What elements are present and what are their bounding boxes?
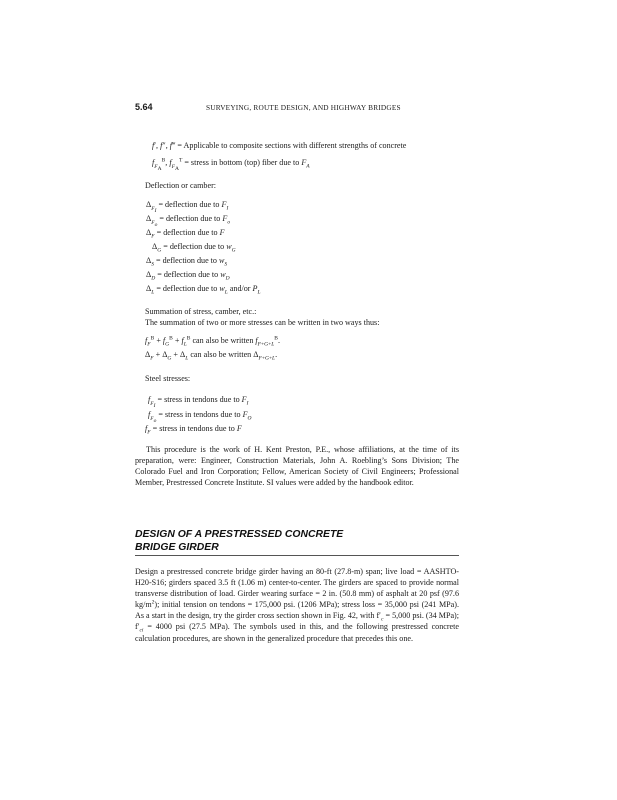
deflection-item: $\Delta_{F_I}$ = deflection due to $F_I$ <box>146 200 229 214</box>
summation-description: The summation of two or more stresses can be written in two ways thus: <box>145 318 380 327</box>
definition-fiber-stress: $f_{F_A}^B$, $f_{F_A}^T$ = stress in bottom (top) fiber due to $F_A$ <box>152 157 310 172</box>
definition-composite: f′, f″, f‴ = Applicable to composite sections with different strengths of concrete <box>152 141 407 150</box>
steel-item: $f_{F_o}$ = stress in tendons due to $F_O$ <box>148 410 252 424</box>
deflection-item: $\Delta_D$ = deflection due to $w_D$ <box>146 270 230 282</box>
deflection-intro: Deflection or camber: <box>145 181 217 190</box>
steel-intro: Steel stresses: <box>145 374 191 383</box>
steel-item: $f_{F_I}$ = stress in tendons due to $F_I$ <box>148 395 249 409</box>
section-heading: DESIGN OF A PRESTRESSED CONCRETE BRIDGE GIRDER <box>135 529 459 556</box>
deflection-item: $\Delta_{F_o}$ = deflection due to $F_o$ <box>146 214 231 228</box>
deflection-item: $\Delta_F$ = deflection due to F <box>146 228 225 240</box>
summation-heading: Summation of stress, camber, etc.: <box>145 307 257 316</box>
deflection-item: $\Delta_G$ = deflection due to $w_G$ <box>152 242 236 254</box>
summation-equation-deflection: $\Delta_F + \Delta_G + \Delta_L$ can also be written $\Delta_{F+G+L}$. <box>145 350 278 362</box>
design-paragraph: Design a prestressed concrete bridge girder having an 80-ft (27.8-m) span; live load = AASHTO-H20-S16; girders spaced 3.5 ft (1.06 m) center-to-center. The girders are spaced to provide normal transverse distribution of load. Girder wearing surface = 2 in. (50.8 mm) of asphalt at 20 psf (97.6 $kg/m^2$); initial tension on tendons = 175,000 psi. (1206 MPa); stress loss = 35,000 psi (241 MPa). As a start in the design, try the girder cross section shown in Fig. 42, with $f'_c = 5,000$ psi. (34 MPa); $f'_{ci} = 4000$ psi (27.5 MPa). The symbols used in this, and the following prestressed concrete calculation procedures, are shown in the generalized procedure that precedes this one. <box>135 567 459 643</box>
steel-item: $f_F$ = stress in tendons due to F <box>145 424 242 436</box>
deflection-item: $\Delta_L$ = deflection due to $w_L$ and/or $P_L$ <box>146 284 261 296</box>
deflection-item: $\Delta_S$ = deflection due to $w_S$ <box>146 256 228 268</box>
running-title: SURVEYING, ROUTE DESIGN, AND HIGHWAY BRIDGES <box>206 103 401 112</box>
credit-paragraph: This procedure is the work of H. Kent Preston, P.E., whose affiliations, at the time of its preparation, were: Engineer, Construction Materials, John A. Roebling’s Sons Division; The Colorado Fuel and Iron Corporation; Fellow, American Society of Civil Engineers; Professional Member, Prestressed Concrete Institute. SI values were added by the handbook editor. <box>135 445 459 488</box>
page-number: 5.64 <box>135 102 153 112</box>
summation-equation-stress: $f_F^B + f_G^B + f_L^B$ can also be written $f_{F+G+L}^B$. <box>145 335 280 348</box>
